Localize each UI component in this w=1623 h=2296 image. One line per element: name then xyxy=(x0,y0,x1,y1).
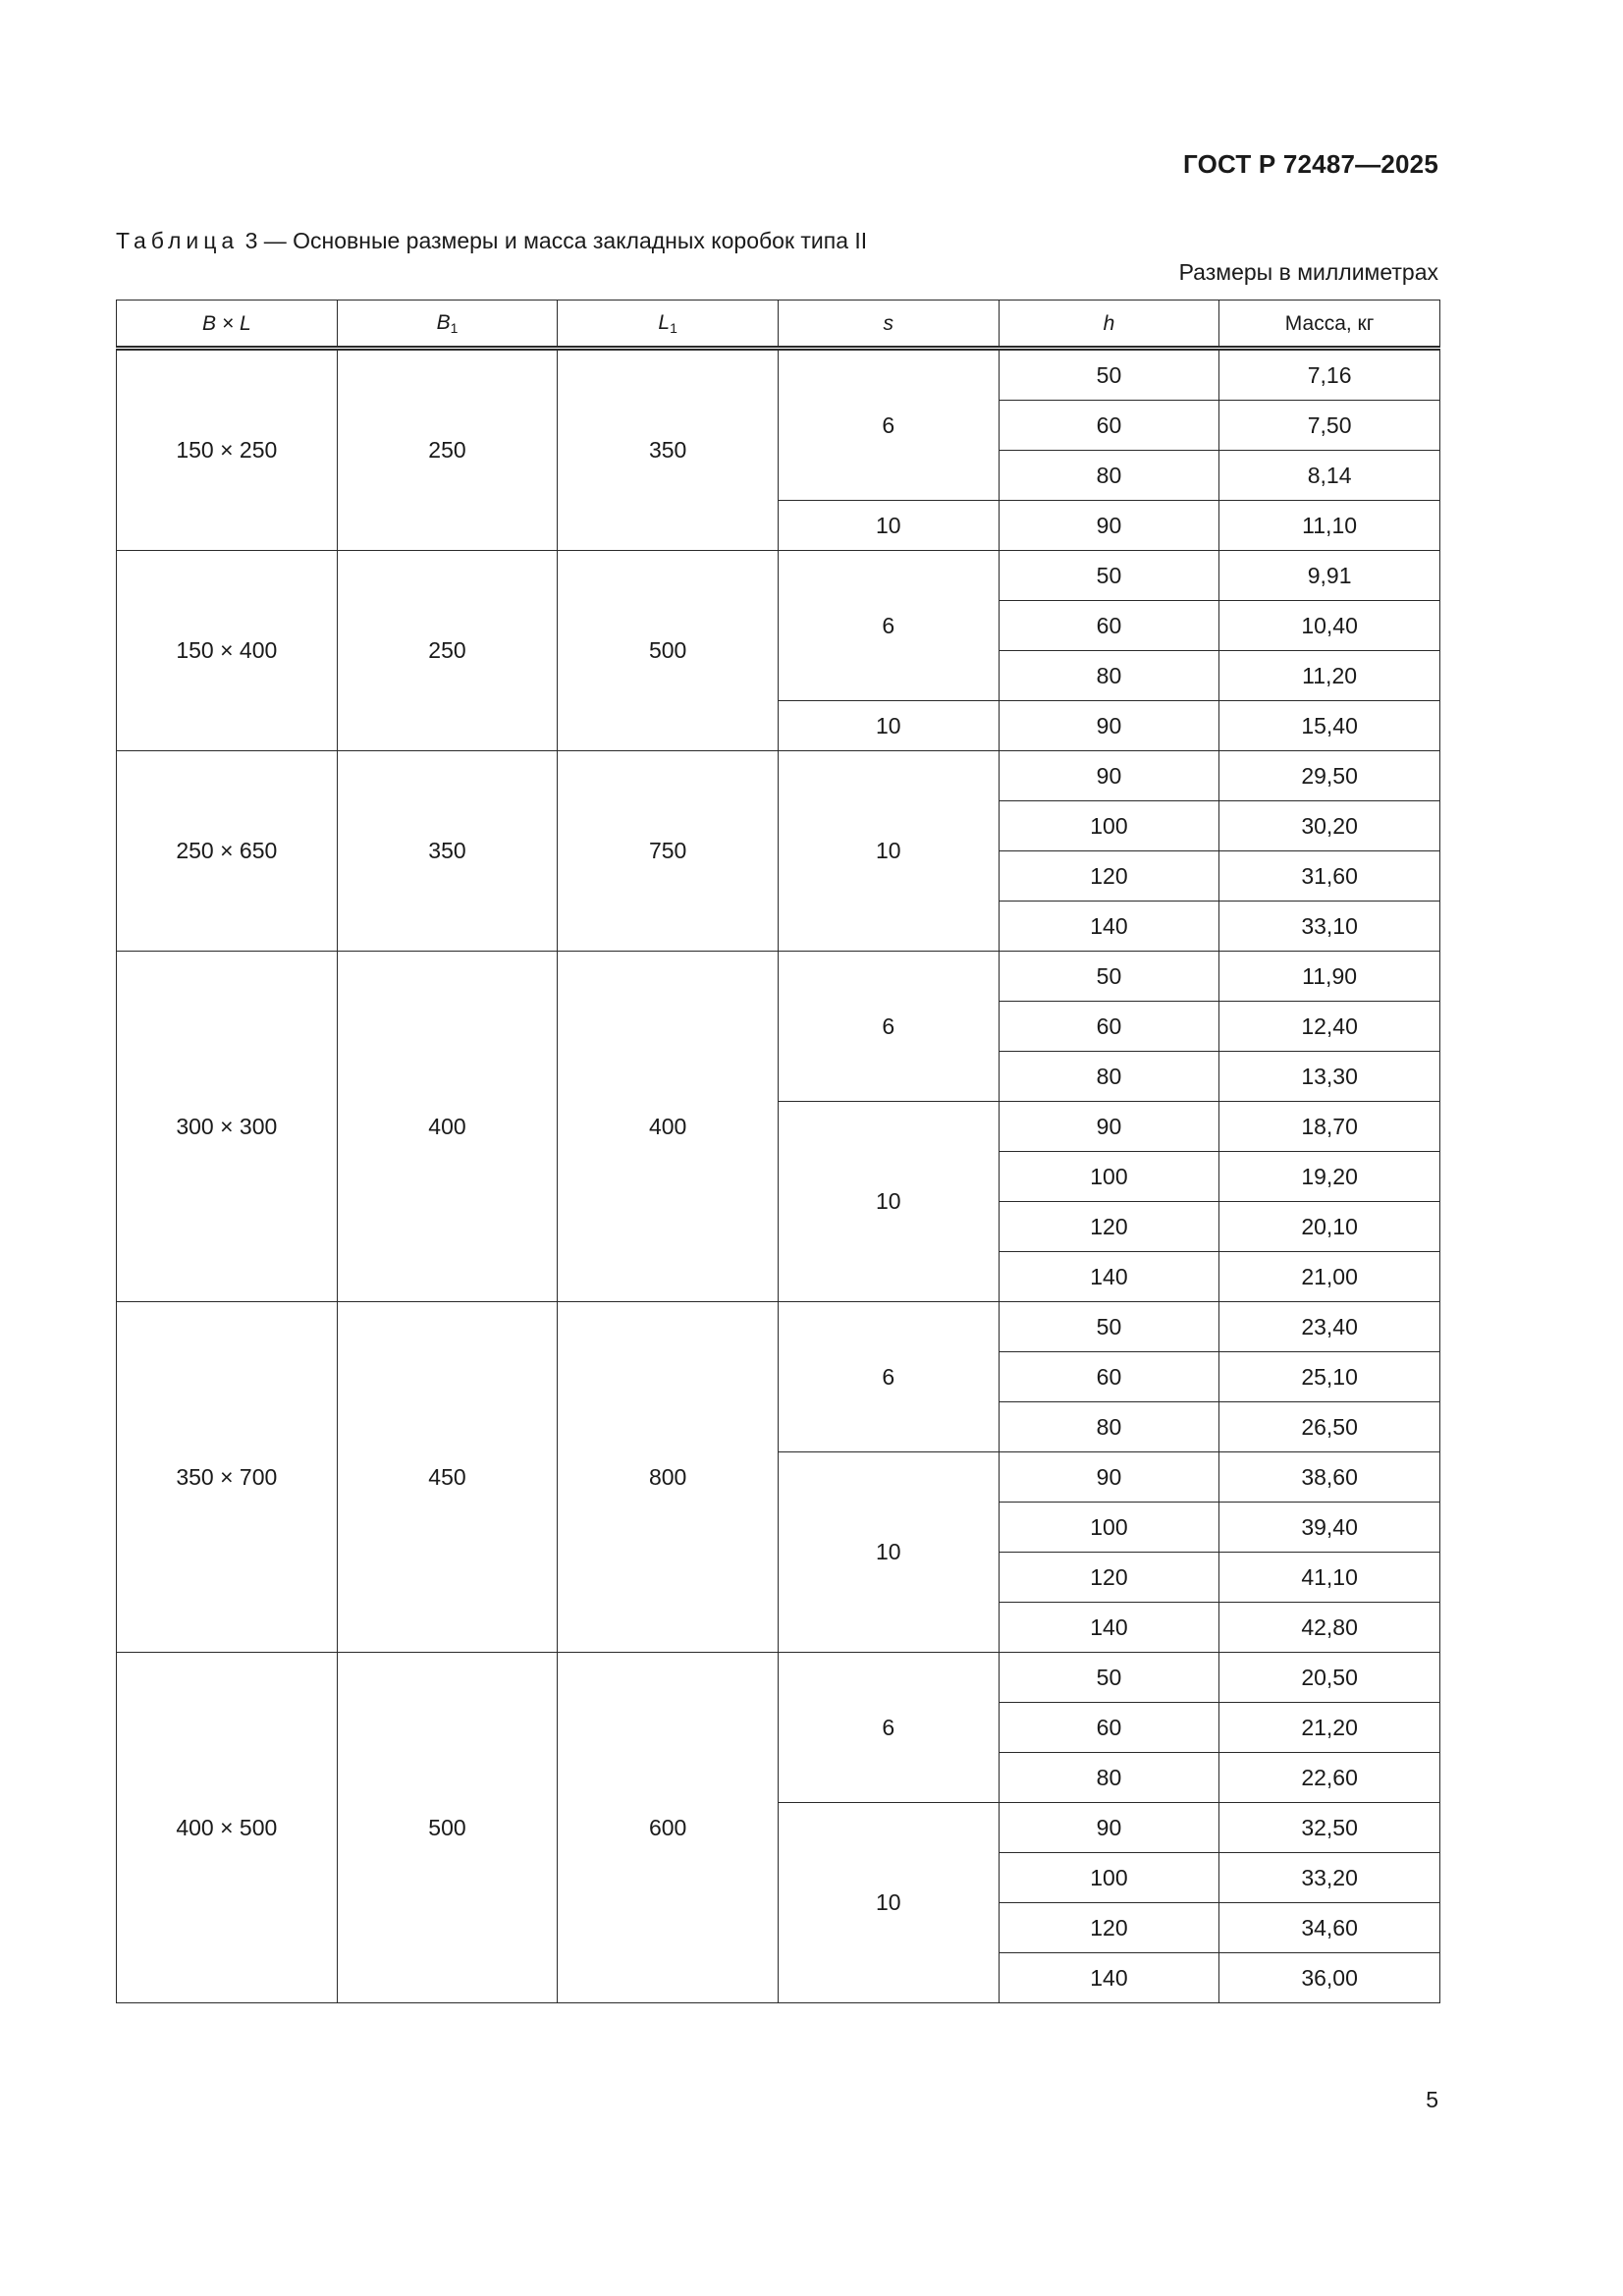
cell-mass: 11,10 xyxy=(1219,501,1440,551)
cell-l1: 750 xyxy=(558,751,779,952)
cell-h: 50 xyxy=(999,551,1219,601)
table-row xyxy=(117,751,1440,801)
table-caption-text: 3 — Основные размеры и масса закладных коробок типа II xyxy=(244,228,868,253)
table-row xyxy=(117,551,1440,601)
cell-h: 80 xyxy=(999,1753,1219,1803)
cell-h: 140 xyxy=(999,902,1219,952)
dimensions-mass-table xyxy=(116,300,1440,2003)
header-l1-sub: 1 xyxy=(670,319,677,336)
standard-designation: ГОСТ Р 72487—2025 xyxy=(1183,149,1438,179)
cell-mass: 25,10 xyxy=(1219,1352,1440,1402)
cell-h: 120 xyxy=(999,1202,1219,1252)
cell-mass: 26,50 xyxy=(1219,1402,1440,1452)
cell-mass: 20,10 xyxy=(1219,1202,1440,1252)
header-b1-main: B xyxy=(436,310,451,334)
cell-bl: 350 × 700 xyxy=(117,1302,338,1653)
header-l1-main: L xyxy=(658,310,671,334)
cell-mass: 21,00 xyxy=(1219,1252,1440,1302)
cell-mass: 23,40 xyxy=(1219,1302,1440,1352)
cell-mass: 29,50 xyxy=(1219,751,1440,801)
cell-h: 50 xyxy=(999,1653,1219,1703)
cell-mass: 7,16 xyxy=(1219,349,1440,401)
cell-h: 90 xyxy=(999,501,1219,551)
table-row xyxy=(117,1653,1440,1703)
cell-l1: 800 xyxy=(558,1302,779,1653)
cell-s: 6 xyxy=(778,1653,999,1803)
cell-mass: 33,10 xyxy=(1219,902,1440,952)
cell-mass: 19,20 xyxy=(1219,1152,1440,1202)
cell-mass: 21,20 xyxy=(1219,1703,1440,1753)
cell-mass: 36,00 xyxy=(1219,1953,1440,2003)
cell-mass: 32,50 xyxy=(1219,1803,1440,1853)
cell-h: 90 xyxy=(999,1452,1219,1503)
cell-h: 100 xyxy=(999,1152,1219,1202)
cell-l1: 500 xyxy=(558,551,779,751)
header-b1-sub: 1 xyxy=(450,319,459,336)
cell-mass: 22,60 xyxy=(1219,1753,1440,1803)
table-header-row xyxy=(117,301,1440,349)
cell-mass: 9,91 xyxy=(1219,551,1440,601)
cell-mass: 15,40 xyxy=(1219,701,1440,751)
cell-h: 90 xyxy=(999,751,1219,801)
cell-b1: 250 xyxy=(337,349,558,551)
cell-h: 90 xyxy=(999,1102,1219,1152)
cell-bl: 150 × 250 xyxy=(117,349,338,551)
cell-l1: 400 xyxy=(558,952,779,1302)
cell-s: 6 xyxy=(778,349,999,501)
cell-s: 6 xyxy=(778,551,999,701)
header-bl: B × L xyxy=(117,301,338,349)
cell-s: 6 xyxy=(778,952,999,1102)
cell-mass: 30,20 xyxy=(1219,801,1440,851)
cell-mass: 33,20 xyxy=(1219,1853,1440,1903)
header-l1 xyxy=(558,301,779,349)
cell-mass: 10,40 xyxy=(1219,601,1440,651)
cell-b1: 350 xyxy=(337,751,558,952)
header-b1 xyxy=(337,301,558,349)
cell-h: 100 xyxy=(999,1853,1219,1903)
cell-mass: 41,10 xyxy=(1219,1553,1440,1603)
table-row xyxy=(117,952,1440,1002)
cell-h: 100 xyxy=(999,1503,1219,1553)
cell-mass: 42,80 xyxy=(1219,1603,1440,1653)
cell-mass: 12,40 xyxy=(1219,1002,1440,1052)
cell-bl: 300 × 300 xyxy=(117,952,338,1302)
header-mass: Масса, кг xyxy=(1219,301,1440,349)
cell-h: 100 xyxy=(999,801,1219,851)
cell-bl: 250 × 650 xyxy=(117,751,338,952)
cell-mass: 39,40 xyxy=(1219,1503,1440,1553)
table-row xyxy=(117,349,1440,401)
header-h: h xyxy=(999,301,1219,349)
cell-h: 50 xyxy=(999,952,1219,1002)
cell-h: 80 xyxy=(999,1402,1219,1452)
cell-b1: 250 xyxy=(337,551,558,751)
cell-h: 120 xyxy=(999,1903,1219,1953)
cell-s: 10 xyxy=(778,501,999,551)
cell-h: 50 xyxy=(999,349,1219,401)
header-s: s xyxy=(778,301,999,349)
cell-s: 6 xyxy=(778,1302,999,1452)
cell-mass: 31,60 xyxy=(1219,851,1440,902)
cell-mass: 8,14 xyxy=(1219,451,1440,501)
cell-bl: 150 × 400 xyxy=(117,551,338,751)
cell-mass: 11,20 xyxy=(1219,651,1440,701)
table-caption xyxy=(116,228,867,254)
cell-l1: 600 xyxy=(558,1653,779,2003)
table-caption-prefix: Таблица xyxy=(116,228,240,253)
cell-s: 10 xyxy=(778,1102,999,1302)
cell-h: 140 xyxy=(999,1603,1219,1653)
cell-s: 10 xyxy=(778,1452,999,1653)
cell-h: 90 xyxy=(999,701,1219,751)
cell-h: 80 xyxy=(999,651,1219,701)
table-row xyxy=(117,1302,1440,1352)
cell-h: 60 xyxy=(999,401,1219,451)
table-body xyxy=(117,349,1440,2003)
cell-h: 50 xyxy=(999,1302,1219,1352)
cell-l1: 350 xyxy=(558,349,779,551)
cell-s: 10 xyxy=(778,701,999,751)
cell-h: 140 xyxy=(999,1953,1219,2003)
cell-b1: 400 xyxy=(337,952,558,1302)
cell-h: 60 xyxy=(999,1703,1219,1753)
cell-b1: 450 xyxy=(337,1302,558,1653)
page-number: 5 xyxy=(1426,2087,1438,2112)
cell-b1: 500 xyxy=(337,1653,558,2003)
cell-mass: 13,30 xyxy=(1219,1052,1440,1102)
cell-s: 10 xyxy=(778,751,999,952)
cell-h: 120 xyxy=(999,851,1219,902)
cell-bl: 400 × 500 xyxy=(117,1653,338,2003)
cell-mass: 20,50 xyxy=(1219,1653,1440,1703)
cell-h: 120 xyxy=(999,1553,1219,1603)
cell-h: 60 xyxy=(999,601,1219,651)
cell-h: 90 xyxy=(999,1803,1219,1853)
cell-h: 60 xyxy=(999,1002,1219,1052)
units-note: Размеры в миллиметрах xyxy=(1178,259,1438,285)
cell-mass: 7,50 xyxy=(1219,401,1440,451)
cell-mass: 18,70 xyxy=(1219,1102,1440,1152)
cell-h: 140 xyxy=(999,1252,1219,1302)
cell-mass: 38,60 xyxy=(1219,1452,1440,1503)
cell-mass: 11,90 xyxy=(1219,952,1440,1002)
cell-h: 80 xyxy=(999,451,1219,501)
cell-mass: 34,60 xyxy=(1219,1903,1440,1953)
cell-h: 80 xyxy=(999,1052,1219,1102)
cell-h: 60 xyxy=(999,1352,1219,1402)
cell-s: 10 xyxy=(778,1803,999,2003)
